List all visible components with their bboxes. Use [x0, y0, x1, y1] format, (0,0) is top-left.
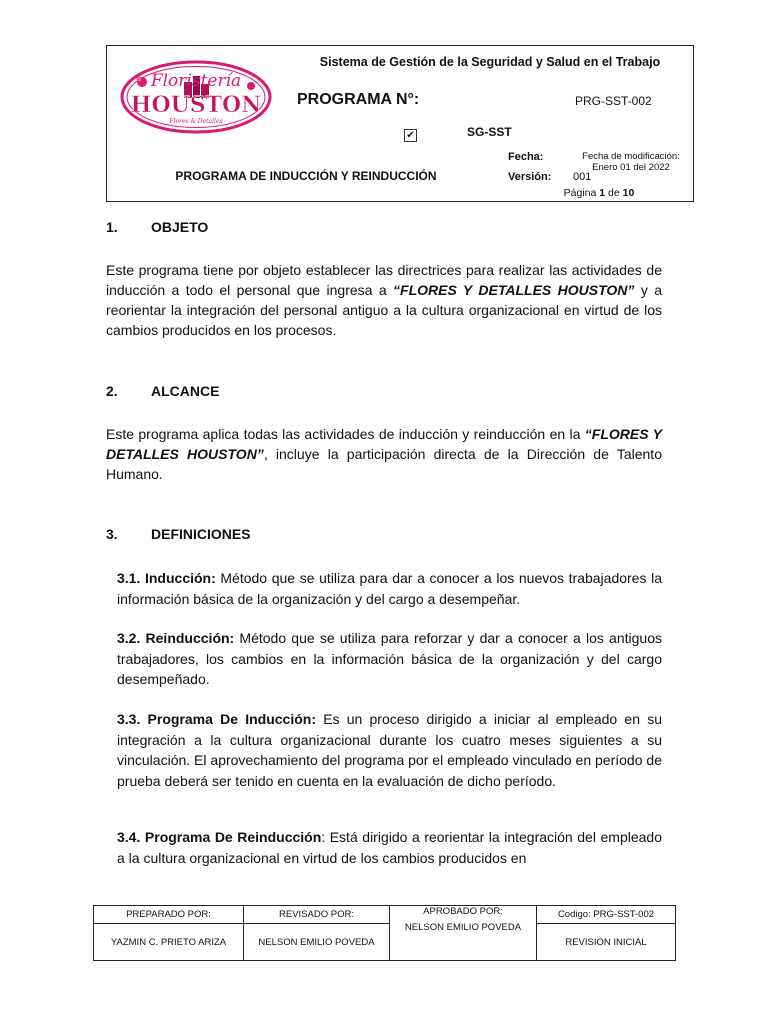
preparado-name: YAZMIN C. PRIETO ARIZA: [94, 924, 244, 960]
svg-text:Floristería: Floristería: [150, 71, 242, 91]
checkbox-checked-icon: ✔: [404, 129, 417, 142]
fecha-value-line2: Enero 01 del 2022: [592, 162, 670, 173]
programa-row: [287, 77, 693, 125]
definition-term: 3.4. Programa De Reinducción: [117, 829, 322, 845]
preparado-label: PREPARADO POR:: [94, 906, 244, 924]
floristeria-houston-logo: [120, 60, 272, 134]
definition-term: 3.2. Reinducción:: [117, 630, 235, 646]
revision-status: REVISION INICIAL: [536, 924, 675, 960]
section-title: ALCANCE: [151, 383, 220, 399]
page-of: de: [608, 187, 620, 199]
section-title: OBJETO: [151, 219, 209, 235]
svg-text:Flores & Detalles: Flores & Detalles: [169, 118, 223, 125]
paragraph-text: y a reorientar la integración del personal antiguo a la cultura organizacional en virtud de los cambios producidos en los procesos.: [106, 282, 662, 338]
section-heading-alcance: [106, 383, 219, 399]
paragraph-text: , incluye la participación directa de la Dirección de Talento Humano.: [106, 446, 662, 482]
definition-term: 3.3. Programa De Inducción:: [117, 711, 316, 727]
company-name: “FLORES Y DETALLES HOUSTON”: [393, 282, 635, 298]
page-prefix: Página: [563, 187, 597, 199]
logo-cell: [107, 46, 287, 150]
version-label: Versión:: [508, 171, 552, 183]
sg-sst-label: SG-SST: [467, 125, 512, 139]
definition-item: [117, 709, 662, 791]
definition-item: [117, 568, 662, 609]
definition-text: Método que se utiliza para dar a conocer a los nuevos trabajadores la información básica de la organización y del cargo a desempeñar.: [117, 570, 662, 607]
programa-label: PROGRAMA N°:: [297, 91, 420, 108]
aprobado-name: NELSON EMILIO POVEDA: [404, 921, 522, 933]
approval-footer-table: [93, 905, 676, 961]
aprobado-label: APROBADO POR:: [423, 906, 503, 917]
sg-sst-row: [287, 125, 693, 150]
section-paragraph-alcance: [106, 424, 662, 484]
section-title: DEFINICIONES: [151, 526, 251, 542]
section-number: 3.: [106, 526, 118, 542]
fecha-value-line1: Fecha de modificación:: [582, 151, 680, 162]
page-indicator: [505, 186, 693, 202]
fecha-value: [569, 150, 693, 173]
section-number: 1.: [106, 219, 118, 235]
revisado-name: NELSON EMILIO POVEDA: [244, 924, 390, 960]
section-paragraph-objeto: [106, 260, 662, 340]
definition-text: Método que se utiliza para reforzar y dar a conocer a los antiguos trabajadores, los cambios en la información básica de la organización y del cargo desempeñado.: [117, 630, 662, 687]
company-name: “FLORES Y DETALLES HOUSTON”: [106, 426, 662, 462]
programa-code: PRG-SST-002: [575, 94, 652, 108]
page-current: 1: [599, 187, 606, 199]
paragraph-text: Este programa aplica todas las actividades de inducción y reinducción en la: [106, 426, 585, 442]
paragraph-text: Este programa tiene por objeto establecer las directrices para realizar las actividades de inducción a todo el personal que ingresa a: [106, 262, 662, 298]
document-header-table: [106, 45, 694, 202]
revisado-label: REVISADO POR:: [244, 906, 390, 924]
codigo-label: Codigo: PRG-SST-002: [536, 906, 675, 924]
fecha-label: Fecha:: [508, 151, 544, 163]
page-total: 10: [622, 187, 635, 199]
definition-text: Es un proceso dirigido a iniciar al empleado en su integración a la cultura organizacional durante los cuatro meses siguientes a su vinculación. El aprovechamiento del programa por el empleado vinculado en período de prueba deberá ser tenido en cuenta en la evaluación de dicho período.: [117, 711, 662, 789]
definition-item: [117, 628, 662, 690]
section-number: 2.: [106, 383, 118, 399]
version-value: 001: [573, 171, 592, 183]
svg-text:HOUSTON: HOUSTON: [130, 92, 262, 118]
definition-term: 3.1. Inducción:: [117, 570, 216, 586]
definition-item: [117, 827, 662, 868]
section-heading-definiciones: [106, 526, 251, 542]
document-title: PROGRAMA DE INDUCCIÓN Y REINDUCCIÓN: [175, 169, 437, 183]
section-heading-objeto: [106, 219, 208, 235]
system-title: Sistema de Gestión de la Seguridad y Salud en el Trabajo: [319, 54, 661, 69]
definition-text: : Está dirigido a reorientar la integración del empleado a la cultura organizacional en virtud de los cambios producidos en: [117, 829, 662, 866]
